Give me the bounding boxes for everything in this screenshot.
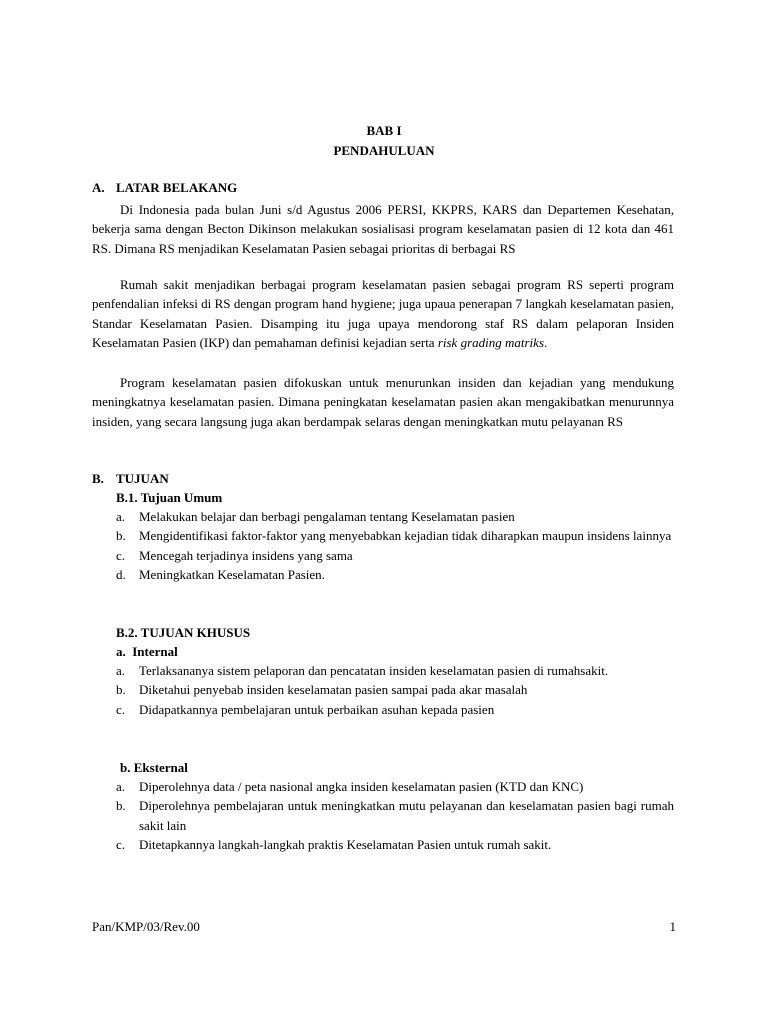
- list-item: [92, 661, 674, 680]
- list-marker: c.: [116, 837, 126, 853]
- tujuan-umum-title: B.1. Tujuan Umum: [116, 490, 223, 505]
- list-marker: c.: [116, 701, 126, 717]
- background-paragraph-2-end: .: [544, 335, 548, 351]
- section-b-heading: [92, 469, 169, 489]
- tujuan-umum-list: [92, 507, 674, 585]
- list-item: [92, 546, 674, 565]
- list-item-text: Didapatkannya pembelajaran untuk perbaikan asuhan kepada pasien: [139, 701, 495, 717]
- chapter-title: PENDAHULUAN: [333, 143, 435, 158]
- list-item-text: Diketahui penyebab insiden keselamatan pasien sampai pada akar masalah: [139, 682, 528, 698]
- list-marker: a.: [116, 663, 126, 678]
- section-b-title: TUJUAN: [116, 471, 169, 486]
- background-paragraph-2-text: Rumah sakit menjadikan berbagai program keselamatan pasien sebagai program RS seperti program penfendalian infeksi di RS dengan program hand hygiene; juga upaua penerapan 7 langkah keselamatan pasien, Standar Keselamatan Pasien. Disamping itu juga upaya mendorong staf RS dalam pelaporan Insiden Keselamatan Pasien (IKP) dan pemahaman definisi kejadian serta: [92, 277, 674, 351]
- list-marker: b.: [116, 798, 126, 814]
- list-item-text: Diperolehnya pembelajaran untuk meningkatkan mutu pelayanan dan keselamatan pasien bagi rumah sakit lain: [139, 798, 674, 833]
- list-item-text: Mengidentifikasi faktor-faktor yang menyebabkan kejadian tidak diharapkan maupun insidens lainnya: [139, 528, 672, 544]
- document-code: Pan/KMP/03/Rev.00: [92, 919, 200, 934]
- background-paragraph-3: Program keselamatan pasien difokuskan untuk menurunkan insiden dan kejadian yang mendukung meningkatnya keselamatan pasien. Dimana peningkatan keselamatan pasien akan mengakibatkan menurunnya insiden, yang secara langsung juga akan berdampak selaras dengan meningkatkan mutu pelayanan RS: [92, 375, 674, 429]
- list-marker: b.: [116, 528, 126, 544]
- list-item: [92, 526, 674, 545]
- section-a-letter: A.: [92, 180, 105, 195]
- list-marker: b.: [116, 682, 126, 698]
- list-marker: d.: [116, 567, 126, 583]
- list-marker: a.: [116, 779, 126, 794]
- eksternal-title: b. Eksternal: [120, 760, 188, 775]
- background-paragraph-1: Di Indonesia pada bulan Juni s/d Agustus 2006 PERSI, KKPRS, KARS dan Departemen Kesehatan, bekerja sama dengan Becton Dikinson melakukan sosialisasi program keselamatan pasien di 12 kota dan 461 RS. Dimana RS menjadikan Keselamatan Pasien sebagai prioritas di berbagai RS: [92, 202, 674, 256]
- list-item: [92, 796, 674, 835]
- list-marker: c.: [116, 547, 126, 563]
- section-a-heading: [92, 178, 237, 198]
- chapter-label: BAB I: [366, 123, 402, 138]
- page-number: 1: [669, 919, 676, 934]
- internal-title: a. Internal: [116, 644, 178, 659]
- list-item: [92, 507, 674, 526]
- list-item-text: Meningkatkan Keselamatan Pasien.: [139, 567, 325, 583]
- section-a-title: LATAR BELAKANG: [116, 180, 238, 195]
- eksternal-list: [92, 777, 674, 855]
- risk-grading-term: risk grading matriks: [437, 335, 544, 351]
- section-b-letter: B.: [92, 471, 104, 486]
- list-item-text: Mencegah terjadinya insidens yang sama: [139, 547, 353, 563]
- list-item: [92, 700, 674, 719]
- tujuan-khusus-title: B.2. TUJUAN KHUSUS: [116, 625, 251, 640]
- list-item-text: Diperolehnya data / peta nasional angka insiden keselamatan pasien (KTD dan KNC): [139, 779, 584, 794]
- background-paragraph-2: [92, 275, 674, 353]
- list-item: [92, 565, 674, 584]
- list-item: [92, 680, 674, 699]
- list-marker: a.: [116, 509, 126, 524]
- list-item-text: Melakukan belajar dan berbagi pengalaman tentang Keselamatan pasien: [139, 509, 515, 524]
- list-item-text: Terlaksananya sistem pelaporan dan pencatatan insiden keselamatan pasien di rumahsakit.: [139, 663, 609, 678]
- list-item: [92, 777, 674, 796]
- list-item: [92, 835, 674, 854]
- internal-list: [92, 661, 674, 719]
- list-item-text: Ditetapkannya langkah-langkah praktis Keselamatan Pasien untuk rumah sakit.: [139, 837, 552, 853]
